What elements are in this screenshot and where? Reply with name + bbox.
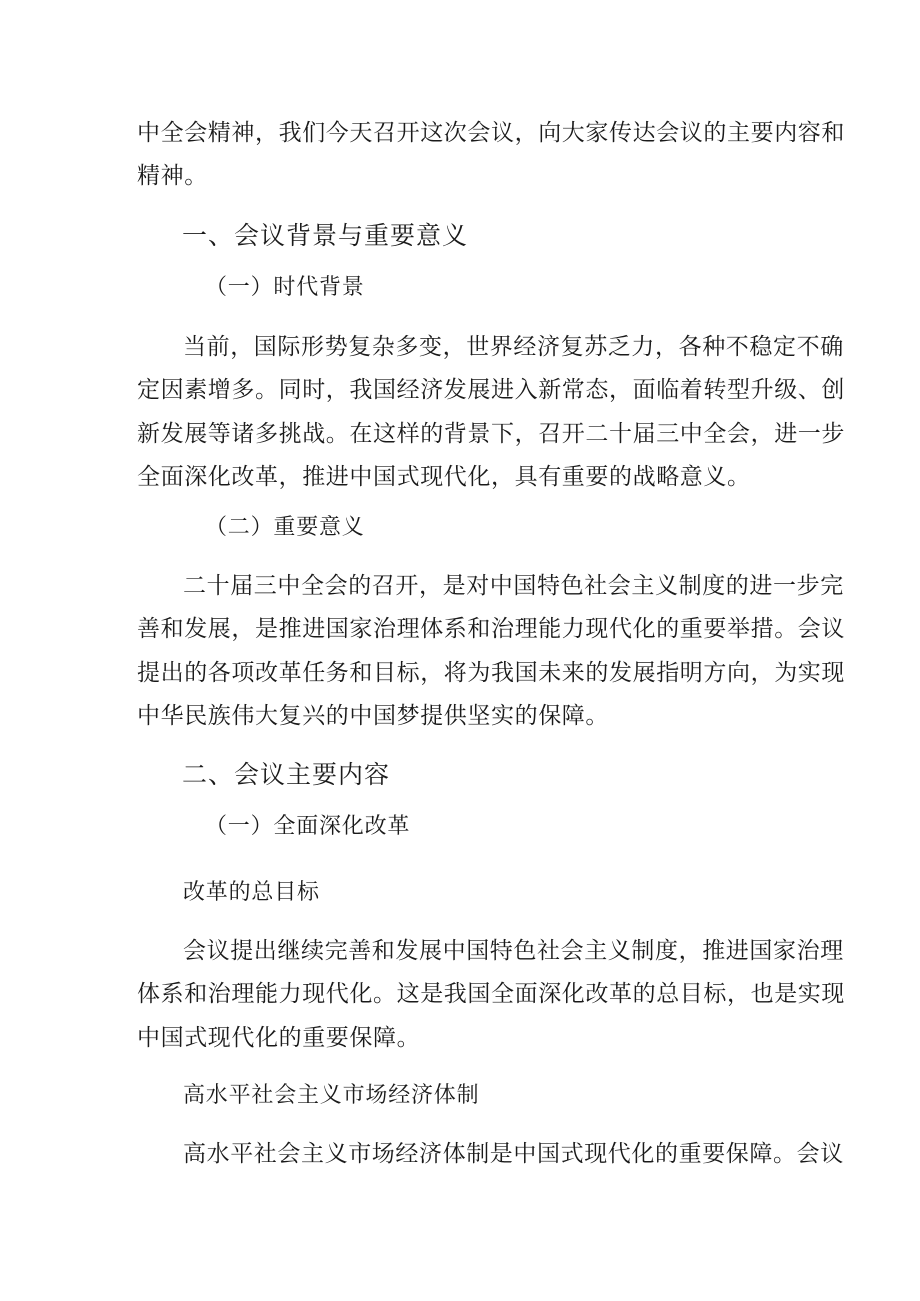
paragraph-line: 提出的各项改革任务和目标，将为我国未来的发展指明方向，为实现 (137, 660, 845, 686)
paragraph-line: 新发展等诸多挑战。在这样的背景下，召开二十届三中全会，进一步 (137, 421, 845, 447)
subsection-title: （一）全面深化改革 (205, 814, 411, 839)
paragraph-line: 定因素增多。同时，我国经济发展进入新常态，面临着转型升级、创 (137, 377, 845, 403)
item-title: 高水平社会主义市场经济体制 (183, 1083, 480, 1108)
paragraph-line: 中国式现代化的重要保障。 (137, 1025, 421, 1051)
paragraph-line: 全面深化改革，推进中国式现代化，具有重要的战略意义。 (137, 464, 751, 490)
paragraph-line: 中华民族伟大复兴的中国梦提供坚实的保障。 (137, 703, 609, 729)
paragraph-line: 会议提出继续完善和发展中国特色社会主义制度，推进国家治理 (183, 938, 844, 964)
paragraph-line: 精神。 (137, 163, 208, 189)
section-heading: 二、会议主要内容 (182, 760, 391, 789)
paragraph-line: 中全会精神，我们今天召开这次会议，向大家传达会议的主要内容和 (137, 120, 845, 146)
paragraph-line: 体系和治理能力现代化。这是我国全面深化改革的总目标，也是实现 (137, 981, 845, 1007)
paragraph-line: 善和发展，是推进国家治理体系和治理能力现代化的重要举措。会议 (137, 616, 845, 642)
subsection-title: （一）时代背景 (205, 275, 365, 300)
subsection-title: （二）重要意义 (205, 515, 365, 540)
item-title: 改革的总目标 (183, 880, 320, 905)
paragraph-line: 二十届三中全会的召开，是对中国特色社会主义制度的进一步完 (183, 573, 844, 599)
section-heading: 一、会议背景与重要意义 (182, 221, 469, 250)
paragraph-line: 当前，国际形势复杂多变，世界经济复苏乏力，各种不稳定不确 (183, 334, 844, 360)
paragraph-line: 高水平社会主义市场经济体制是中国式现代化的重要保障。会议 (183, 1141, 844, 1167)
